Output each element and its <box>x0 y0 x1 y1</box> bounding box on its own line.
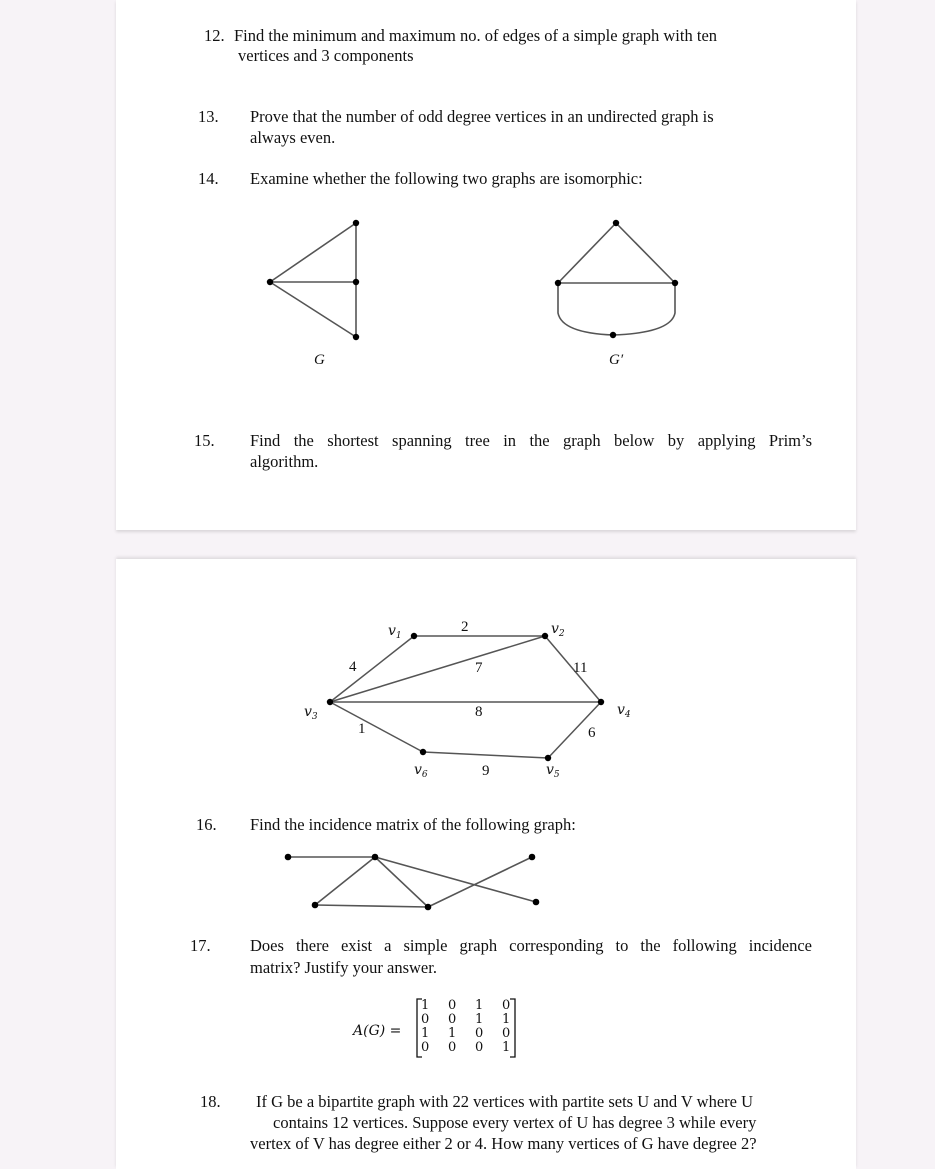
question-text: Examine whether the following two graphs are isomorphic: <box>250 169 643 188</box>
question-text: algorithm. <box>250 452 319 471</box>
document-page-1 <box>116 0 856 530</box>
edge-weight-v5-v6: 9 <box>482 763 490 779</box>
matrix-row: 1 1 0 0 <box>421 1026 511 1041</box>
matrix-label: A(G) = <box>353 1023 402 1039</box>
question-text: always even. <box>250 128 336 147</box>
matrix-row: 1 0 1 0 <box>421 998 511 1013</box>
question-text: matrix? Justify your answer. <box>250 958 437 977</box>
edge-weight-v4-v5: 6 <box>588 725 596 741</box>
edge-weight-v1-v2: 2 <box>461 619 469 635</box>
edge-weight-v1-v3: 4 <box>349 659 357 675</box>
question-text: contains 12 vertices. Suppose every vertex of U has degree 3 while every <box>273 1113 757 1132</box>
question-text: Find the shortest spanning tree in the graph below by applying Prim’s <box>250 431 812 450</box>
vertex-label-v1: $v_1$ <box>388 623 402 641</box>
question-number: 16. <box>196 815 217 834</box>
question-number: 17. <box>190 936 211 955</box>
question-text: If G be a bipartite graph with 22 vertices with partite sets U and V where U <box>256 1092 753 1111</box>
question-text: Prove that the number of odd degree vertices in an undirected graph is <box>250 107 714 126</box>
vertex-label-v3: $v_3$ <box>304 704 318 722</box>
question-text: Find the minimum and maximum no. of edges of a simple graph with ten <box>234 26 718 45</box>
question-number: 14. <box>198 169 219 188</box>
question-number: 18. <box>200 1092 221 1111</box>
graph-g-label: G <box>314 352 325 368</box>
question-number: 12. <box>204 26 225 45</box>
matrix-row: 0 0 1 1 <box>421 1012 511 1027</box>
matrix-body <box>421 999 512 1055</box>
edge-weight-v3-v6: 1 <box>358 721 366 737</box>
question-number: 15. <box>194 431 215 450</box>
question-text: Does there exist a simple graph corresponding to the following incidence <box>250 936 812 955</box>
graph-g-prime-label: G′ <box>609 352 624 368</box>
vertex-label-v2: $v_2$ <box>551 621 565 639</box>
edge-weight-v2-v4: 11 <box>573 660 588 676</box>
edge-weight-v2-v3: 7 <box>475 660 483 676</box>
question-text: vertex of V has degree either 2 or 4. How many vertices of G have degree 2? <box>250 1134 757 1153</box>
vertex-label-v5: $v_5$ <box>546 762 560 780</box>
edge-weight-v3-v4: 8 <box>475 704 483 720</box>
vertex-label-v4: $v_4$ <box>617 702 631 720</box>
question-text: Find the incidence matrix of the following graph: <box>250 815 576 834</box>
document-page-2 <box>116 559 856 1169</box>
vertex-label-v6: $v_6$ <box>414 762 428 780</box>
question-text: vertices and 3 components <box>238 46 414 65</box>
question-number: 13. <box>198 107 219 126</box>
incidence-graph-figure <box>116 559 856 1169</box>
matrix-row: 0 0 0 1 <box>421 1040 511 1055</box>
